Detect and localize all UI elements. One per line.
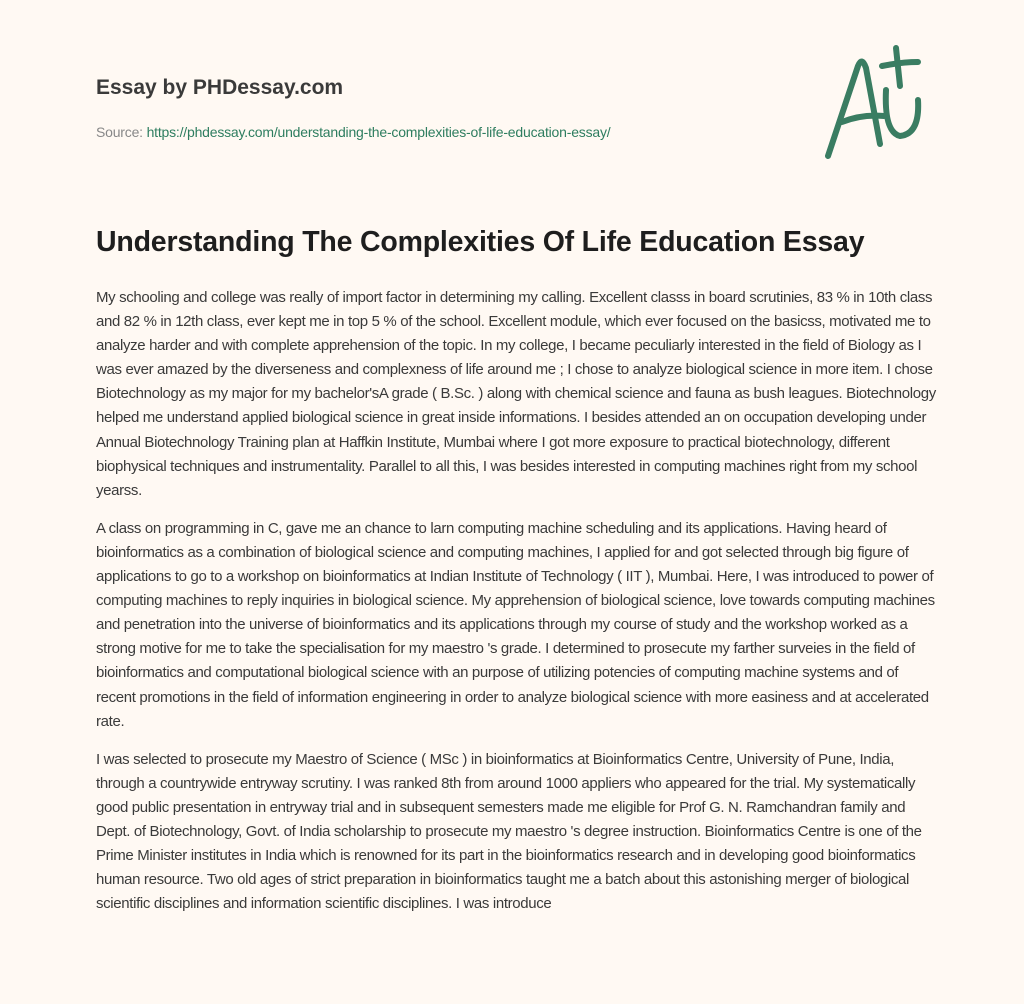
paragraph: My schooling and college was really of import factor in determining my calling. Excellent classs in board scrutinies, 83 % in 10th class and 82 % in 12th class, ever kept me in top 5 % of the school. Excellent module, which ever focused on the basicss, motivated me to analyze harder and with complete apprehension of the topic. In my college, I became peculiarly interested in the field of Biology as I was ever amazed by the diverseness and complexness of life around me ; I chose to analyze biological science in more item. I chose Biotechnology as my major for my bachelor'sA grade ( B.Sc. ) along with chemical science and fauna as bush leagues. Biotechnology helped me understand applied biological science in great inside informations. I besides attended an on occupation developing under Annual Biotechnology Training plan at Haffkin Institute, Mumbai where I got more exposure to practical biotechnology, different biophysical techniques and instrumentality. Parallel to all this, I was besides interested in computing machines right from my school yearss. [96,289,936,499]
source-label: Source: [96,124,143,140]
paragraph: A class on programming in C, gave me an chance to larn computing machine scheduling and its applications. Having heard of bioinformatics as a combination of biological science and computing machines, I applied for and got selected through big figure of applications to go to a workshop on bioinformatics at Indian Institute of Technology ( IIT ), Mumbai. Here, I was introduced to power of computing machines to reply inquiries in biological science. My apprehension of biological science, love towards computing machines and penetration into the universe of bioinformatics and its applications through my course of study and the workshop worked as a strong motive for me to take the specialisation for my maestro 's grade. I determined to prosecute my farther surveies in the field of bioinformatics and computational biological science with an purpose of utilizing potencies of computing machine systems and of recent promotions in the field of information engineering in order to analyze biological science with more easiness and at accelerated rate. [96,519,935,730]
source-line [96,124,610,140]
paragraph: I was selected to prosecute my Maestro of Science ( MSc ) in bioinformatics at Bioinformatics Centre, University of Pune, India, through a countrywide entryway scrutiny. I was ranked 8th from around 1000 appliers who appeared for the trial. My systematically good public presentation in entryway trial and in subsequent semesters made me eligible for Prof G. N. Ramchandran family and Dept. of Biotechnology, Govt. of India scholarship to prosecute my maestro 's degree instruction. Bioinformatics Centre is one of the Prime Minister institutes in India which is renowned for its part in the bioinformatics research and in developing good bioinformatics human resource. Two old ages of strict preparation in bioinformatics taught me a batch about this astonishing merger of biological scientific disciplines and information scientific disciplines. I was introduce [96,750,922,913]
site-title: Essay by PHDessay.com [96,76,344,99]
a-plus-grade-logo [822,44,932,164]
essay-body [96,286,938,930]
source-link[interactable]: https://phdessay.com/understanding-the-complexities-of-life-education-essay/ [146,124,611,140]
essay-title: Understanding The Complexities Of Life Education Essay [96,226,865,258]
